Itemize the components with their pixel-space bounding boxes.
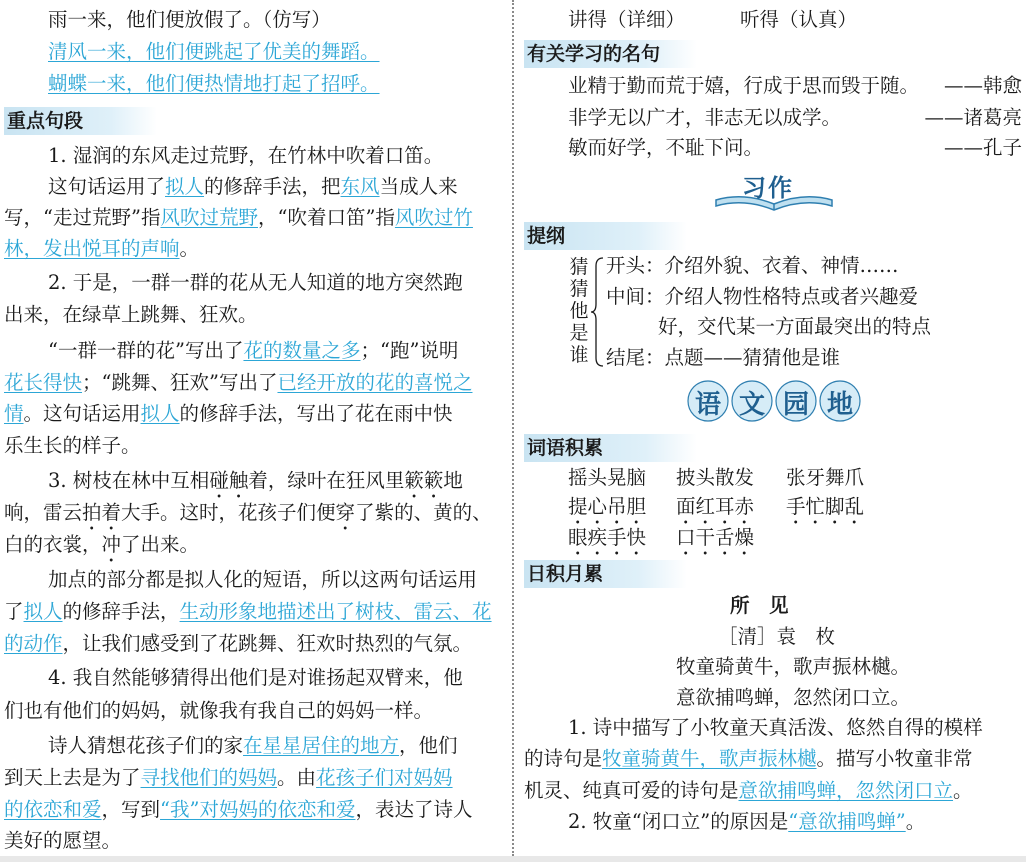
outline-brace: [590, 256, 604, 368]
word-fill-1: 讲得（详细）: [568, 8, 686, 31]
vocab-item: 眼疾手快: [568, 526, 647, 549]
sentence-4-line-1: 4. 我自然能够猜得出他们是对谁扬起双臂来，他: [48, 666, 463, 689]
analysis-3-line-2: 了拟人的修辞手法，生动形象地描述出了树枝、雷云、花: [4, 600, 492, 623]
vocab-item: 提心吊胆: [568, 495, 647, 518]
analysis-1-line-1: 这句话运用了拟人的修辞手法，把东风当成人来: [48, 175, 458, 198]
chinese-garden-title: 语文园地: [695, 390, 872, 420]
analysis-4-line-4: 美好的愿望。: [4, 829, 122, 852]
outline-body-2: 好，交代某一方面最突出的特点: [658, 315, 932, 338]
poem-line-2: 意欲捕鸣蝉，忽然闭口立。: [676, 686, 911, 709]
writing-section-title: 习作: [742, 174, 794, 202]
analysis-3-line-1: 加点的部分都是拟人化的短语，所以这两句话运用: [48, 568, 478, 591]
quote-1-text: 业精于勤而荒于嬉，行成于思而毁于随。: [568, 74, 920, 97]
quote-2-author: ——诸葛亮: [924, 106, 1022, 129]
poem-title: 所 见: [730, 594, 789, 617]
analysis-1-line-2: 写，“走过荒野”指风吹过荒野，“吹着口笛”指风吹过竹: [4, 206, 473, 229]
question-1-line-2: 的诗句是牧童骑黄牛，歌声振林樾。描写小牧童非常: [524, 747, 973, 770]
section-header-key-sentences: 重点句段: [4, 107, 157, 135]
analysis-1-line-3: 林，发出悦耳的声响。: [4, 237, 200, 260]
section-header-daily: 日积月累: [524, 560, 687, 588]
page-footer-strip: [0, 856, 1026, 862]
analysis-4-line-3: 的依恋和爱，写到“我”对妈妈的依恋和爱，表达了诗人: [4, 798, 473, 821]
outline-body-1: 中间：介绍人物性格特点或者兴趣爱: [606, 285, 919, 308]
outline-ending: 结尾：点题——猜猜他是谁: [606, 346, 841, 369]
sentence-4-line-2: 们也有他们的妈妈，就像我有我自己的妈妈一样。: [4, 699, 434, 722]
sentence-3-line-1: 3. 树枝在林中互相碰触着，绿叶在狂风里簌簌地: [48, 469, 463, 492]
analysis-2-line-4: 乐生长的样子。: [4, 434, 141, 457]
vocab-item: 张牙舞爪: [786, 466, 865, 489]
section-header-quotes: 有关学习的名句: [524, 40, 697, 68]
section-header-vocabulary: 词语积累: [524, 434, 697, 462]
column-divider: [512, 0, 514, 856]
analysis-2-line-1: “一群一群的花”写出了花的数量之多；“跑”说明: [48, 339, 459, 362]
section-header-outline: 提纲: [524, 222, 687, 250]
outline-intro: 开头：介绍外貌、衣着、神情……: [606, 254, 899, 277]
quote-1-author: ——韩愈: [943, 74, 1022, 97]
analysis-2-line-3: 情。这句话运用拟人的修辞手法，写出了花在雨中快: [4, 402, 453, 425]
analysis-4-line-2: 到天上去是为了寻找他们的妈妈。由花孩子们对妈妈: [4, 766, 453, 789]
sentence-1: 1. 湿润的东风走过荒野，在竹林中吹着口笛。: [48, 144, 444, 167]
vocab-item: 面红耳赤: [676, 495, 755, 518]
question-2: 2. 牧童“闭口立”的原因是“意欲捕鸣蝉”。: [568, 810, 926, 833]
poem-line-1: 牧童骑黄牛，歌声振林樾。: [676, 655, 911, 678]
sentence-2-line-1: 2. 于是，一群一群的花从无人知道的地方突然跑: [48, 271, 463, 294]
sentence-2-line-2: 出来，在绿草上跳舞、狂欢。: [4, 303, 258, 326]
vocab-item: 摇头晃脑: [568, 466, 647, 489]
analysis-2-line-2: 花长得快；“跳舞、狂欢”写出了已经开放的花的喜悦之: [4, 371, 473, 394]
imitation-prompt: 雨一来，他们便放假了。（仿写）: [48, 8, 331, 31]
vocab-item: 手忙脚乱: [786, 495, 865, 518]
sentence-3-line-2: 响，雷云拍着大手。这时，花孩子们便穿了紫的、黄的、: [4, 501, 492, 524]
analysis-4-line-1: 诗人猜想花孩子们的家在星星居住的地方，他们: [48, 734, 458, 757]
imitation-answer-2: 蝴蝶一来，他们便热情地打起了招呼。: [48, 72, 380, 95]
imitation-answer-1: 清风一来，他们便跳起了优美的舞蹈。: [48, 40, 380, 63]
quote-2-text: 非学无以广才，非志无以成学。: [568, 106, 842, 129]
sentence-3-line-3: 白的衣裳，冲了出来。: [4, 533, 200, 556]
word-fill-2: 听得（认真）: [740, 8, 858, 31]
vocab-item: 披头散发: [676, 466, 755, 489]
quote-3-text: 敏而好学，不耻下问。: [568, 136, 764, 159]
vocab-item: 口干舌燥: [676, 526, 755, 549]
analysis-3-line-3: 的动作，让我们感受到了花跳舞、狂欢时热烈的气氛。: [4, 632, 473, 655]
question-1-line-1: 1. 诗中描写了小牧童天真活泼、悠然自得的模样: [568, 716, 983, 739]
quote-3-author: ——孔子: [943, 136, 1022, 159]
question-1-line-3: 机灵、纯真可爱的诗句是意欲捕鸣蝉，忽然闭口立。: [524, 779, 973, 802]
poem-author: ［清］袁 枚: [718, 625, 836, 648]
